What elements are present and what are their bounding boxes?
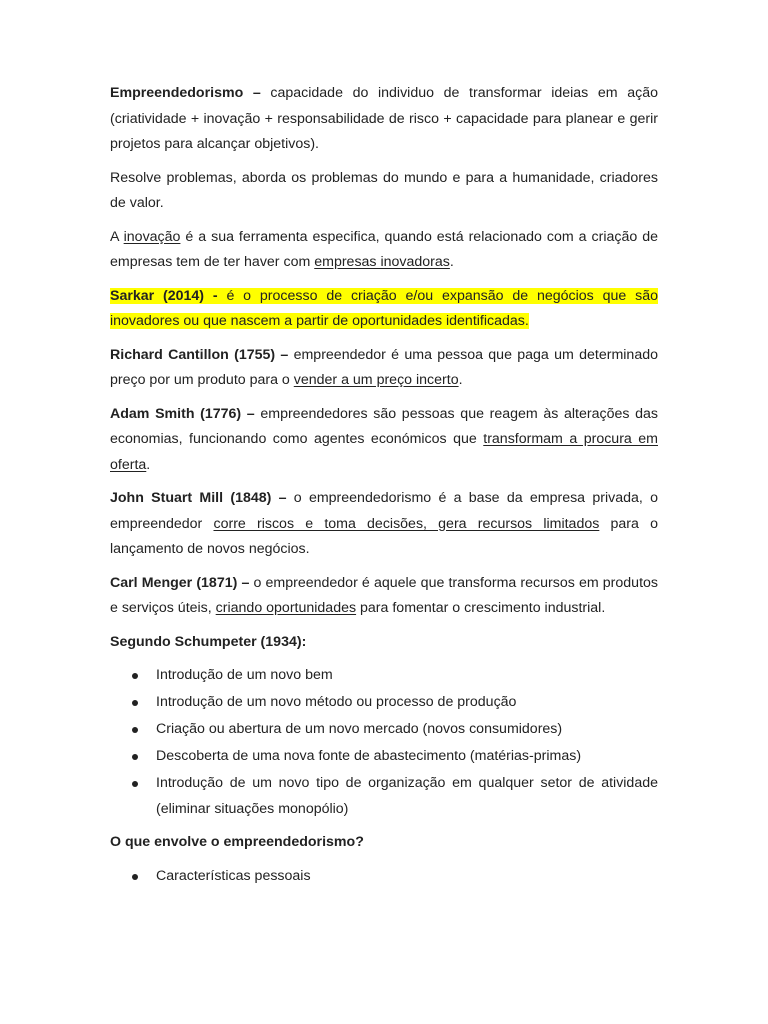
list-item-text: Introdução de um novo método ou processo de produção: [156, 694, 517, 710]
innovative-companies-underline: empresas inovadoras: [314, 254, 450, 270]
list-item-text: Características pessoais: [156, 867, 311, 884]
innovation-text-mid: é a sua ferramenta especifica, quando está relacionado com a criação de empresas tem de ter haver com: [110, 228, 658, 270]
mill-text-pre: o empreendedorismo é a base da empresa privada, o empreendedor: [110, 490, 658, 532]
mill-term: John Stuart Mill (1848) –: [110, 490, 287, 506]
smith-underline: transformam a procura em oferta: [110, 431, 658, 473]
list-item: [110, 864, 658, 890]
bullet-icon: [132, 754, 138, 760]
bullet-icon: [132, 673, 138, 679]
mill-underline: corre riscos e toma decisões, gera recursos limitados: [213, 515, 600, 532]
term-empreendedorismo: Empreendedorismo –: [110, 85, 261, 101]
envolve-list: [110, 864, 658, 890]
schumpeter-heading-text: Segundo Schumpeter (1934):: [110, 633, 307, 650]
smith-text-pre: empreendedores são pessoas que reagem às alterações das economias, funcionando como agentes económicos que: [110, 405, 659, 447]
menger-paragraph: [110, 571, 658, 622]
menger-underline: criando oportunidades: [215, 600, 357, 616]
envolve-heading-text: O que envolve o empreendedorismo?: [110, 834, 364, 850]
list-item: [110, 771, 658, 822]
definition-paragraph: [110, 81, 658, 158]
mill-text-post: para o lançamento de novos negócios.: [110, 515, 658, 557]
menger-text-pre: o empreendedor é aquele que transforma recursos em produtos e serviços úteis,: [110, 574, 659, 616]
sarkar-highlight: [110, 288, 658, 330]
schumpeter-list: [110, 663, 658, 822]
envolve-heading: [110, 830, 658, 856]
smith-term: Adam Smith (1776) –: [110, 405, 255, 422]
schumpeter-heading: [110, 630, 658, 656]
menger-term: Carl Menger (1871) –: [110, 574, 250, 591]
problems-text: Resolve problemas, aborda os problemas do mundo e para a humanidade, criadores de valor.: [110, 169, 658, 211]
list-item: [110, 663, 658, 689]
list-item-text: Introdução de um novo bem: [156, 667, 333, 683]
list-item: [110, 717, 658, 743]
bullet-icon: [132, 727, 138, 733]
cantillon-term: Richard Cantillon (1755) –: [110, 346, 289, 363]
definition-text: capacidade do individuo de transformar ideias em ação (criatividade + inovação + responsabilidade de risco + capacidade para planear e gerir projetos para alcançar objetivos).: [110, 85, 658, 152]
smith-text-post: .: [146, 456, 151, 473]
bullet-icon: [132, 874, 138, 880]
innovation-underline: inovação: [123, 228, 181, 245]
problems-paragraph: [110, 166, 658, 217]
mill-paragraph: [110, 486, 658, 563]
list-item: [110, 744, 658, 770]
sarkar-paragraph: [110, 284, 658, 335]
innovation-text-post: .: [449, 254, 454, 270]
list-item-text: Descoberta de uma nova fonte de abastecimento (matérias-primas): [156, 748, 582, 764]
sarkar-text: é o processo de criação e/ou expansão de negócios que são inovadores ou que nascem a partir de oportunidades identificadas.: [110, 287, 658, 329]
list-item-text: Criação ou abertura de um novo mercado (novos consumidores): [156, 721, 563, 737]
innovation-text-pre: A: [110, 228, 124, 245]
cantillon-underline: vender a um preço incerto: [293, 372, 459, 388]
innovation-paragraph: [110, 225, 658, 276]
bullet-icon: [132, 700, 138, 706]
list-item: [110, 690, 658, 716]
cantillon-text-pre: empreendedor é uma pessoa que paga um determinado preço por um produto para o: [110, 346, 658, 388]
sarkar-term: Sarkar (2014) -: [110, 287, 218, 304]
document-page: [110, 81, 658, 897]
cantillon-text-post: .: [458, 372, 463, 388]
smith-paragraph: [110, 402, 658, 479]
list-item-text: Introdução de um novo tipo de organização em qualquer setor de atividade (eliminar situações monopólio): [156, 775, 658, 817]
cantillon-paragraph: [110, 343, 658, 394]
bullet-icon: [132, 781, 138, 787]
menger-text-post: para fomentar o crescimento industrial.: [356, 600, 606, 616]
